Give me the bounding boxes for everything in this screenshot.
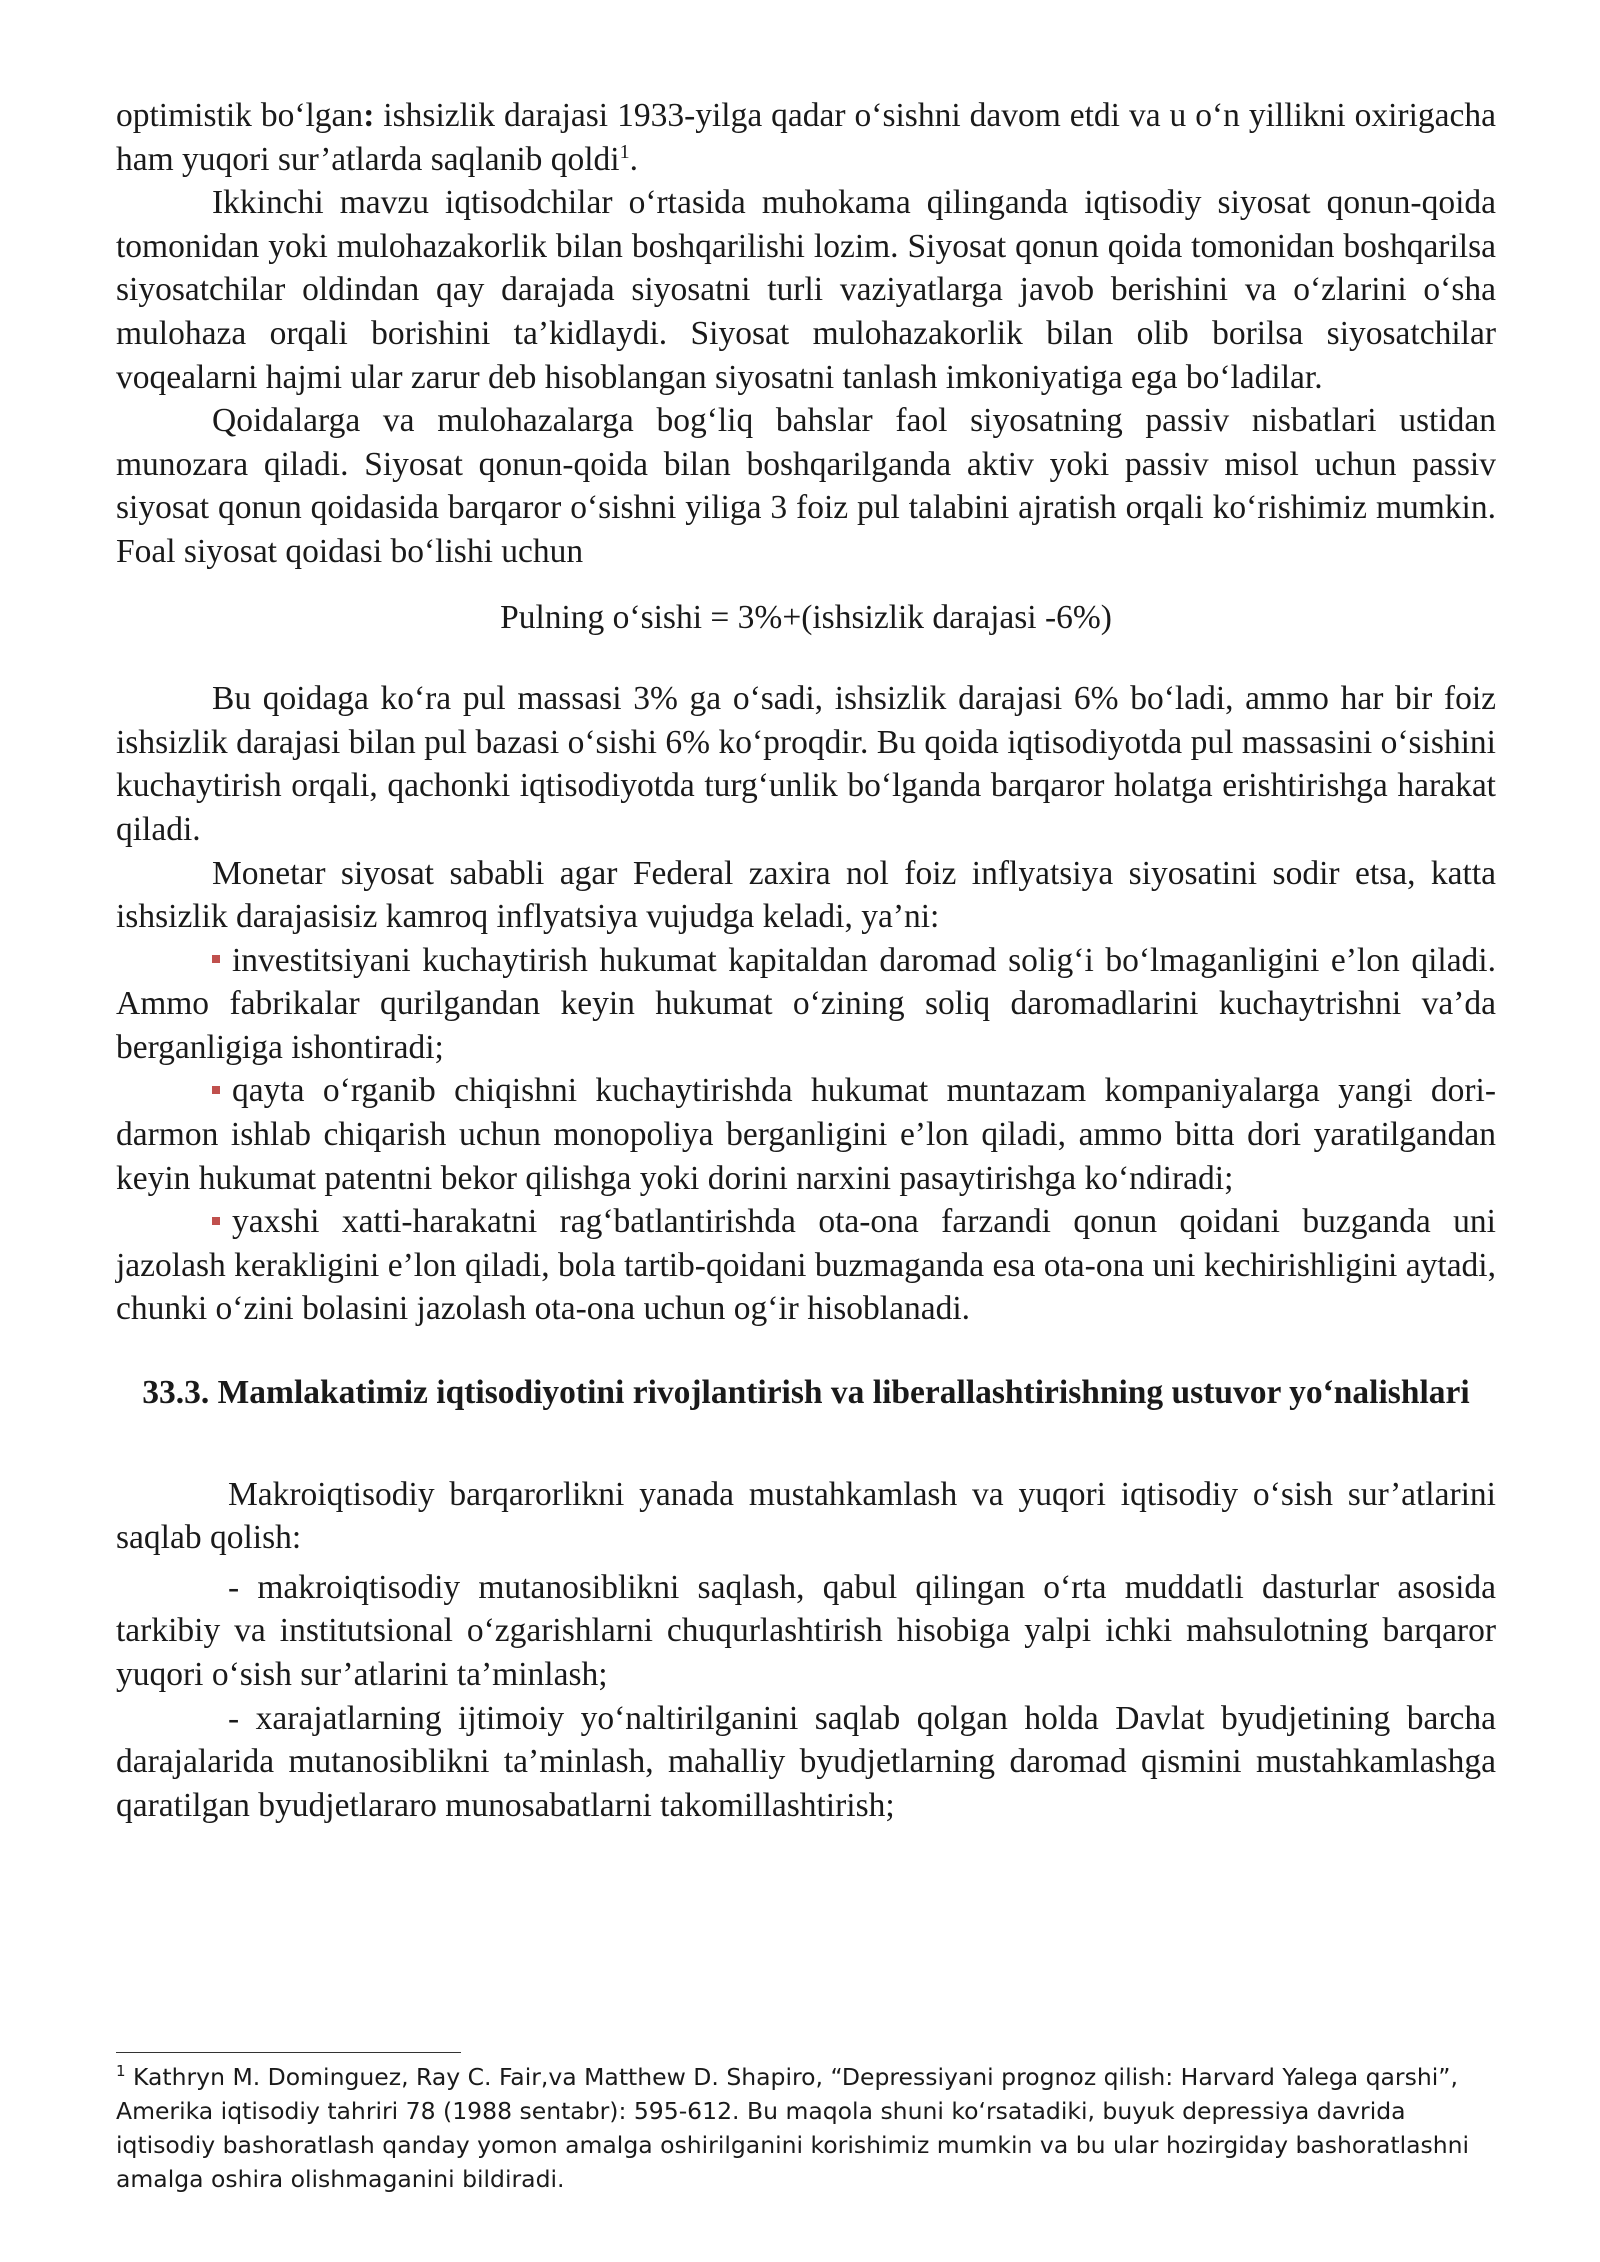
paragraph-1-part1: optimistik bo‘lgan bbox=[116, 97, 364, 134]
paragraph-1-end: . bbox=[629, 140, 638, 178]
dash-item: - xarajatlarning ijtimoiy yo‘naltirilganini saqlab qolgan holda Davlat byudjetining barcha darajalarida mutanosiblikni ta’minlash, mahalliy byudjetlarning daromad qismini mustahkamlashga qaratilgan byudjetlararo munosabatlarni takomillashtirish; bbox=[116, 1699, 1496, 1824]
paragraph-1 bbox=[116, 94, 1496, 181]
bullet-text: yaxshi xatti-harakatni rag‘batlantirishda ota-ona farzandi qonun qoidani buzganda uni jazolash kerakligini e’lon qiladi, bola tartib-qoidani buzmaganda esa ota-ona uni kechirishligini aytadi, chunki o‘zini bolasini jazolash ota-ona uchun og‘ir hisoblanadi. bbox=[116, 1203, 1496, 1328]
paragraph-1-colon: : bbox=[363, 97, 375, 134]
footnote-divider bbox=[116, 2052, 461, 2053]
bullet-text: qayta o‘rganib chiqishni kuchaytirishda hukumat muntazam kompaniyalarga yangi dori-darmon ishlab chiqarish uchun monopoliya berganligini e’lon qiladi, ammo bitta dori yaratilgandan keyin hukumat patentni bekor qilishga yoki dorini narxini pasaytirishga ko‘ndiradi; bbox=[116, 1072, 1496, 1197]
paragraph-4: Bu qoidaga ko‘ra pul massasi 3% ga o‘sadi, ishsizlik darajasi 6% bo‘ladi, ammo har bir foiz ishsizlik darajasi bilan pul bazasi o‘sishi 6% ko‘proqdir. Bu qoida iqtisodiyotda pul massasini o‘sishini kuchaytirish orqali, qachonki iqtisodiyotda turg‘unlik bo‘lganda barqaror holatga erishtirishga harakat qiladi. bbox=[116, 680, 1496, 848]
section-intro: Makroiqtisodiy barqarorlikni yanada mustahkamlash va yuqori iqtisodiy o‘sish sur’atlarini saqlab qolish: bbox=[116, 1475, 1496, 1557]
paragraph-1-part2: ishsizlik darajasi 1933-yilga qadar o‘sishni davom etdi va u o‘n yillikni oxirigacha ham yuqori sur’atlarda saqlanib qoldi bbox=[116, 97, 1497, 178]
formula: Pulning o‘sishi = 3%+(ishsizlik darajasi -6%) bbox=[500, 598, 1112, 636]
bullet-item bbox=[116, 1069, 1496, 1200]
square-bullet-icon bbox=[212, 1086, 220, 1094]
square-bullet-icon bbox=[212, 955, 220, 963]
paragraph-5: Monetar siyosat sababli agar Federal zaxira nol foiz inflyatsiya siyosatini sodir etsa, katta ishsizlik darajasisiz kamroq inflyatsiya vujudga keladi, ya’ni: bbox=[116, 854, 1496, 936]
footnote-number: 1 bbox=[116, 2062, 126, 2081]
bullet-item bbox=[116, 1200, 1496, 1331]
paragraph-2: Ikkinchi mavzu iqtisodchilar o‘rtasida muhokama qilinganda iqtisodiy siyosat qonun-qoida tomonidan yoki mulohazakorlik bilan boshqarilishi lozim. Siyosat qonun qoida tomonidan boshqarilsa siyosatchilar oldindan qay darajada siyosatni turli vaziyatlarga javob berishini va o‘zlarini o‘sha mulohaza orqali borishini ta’kidlaydi. Siyosat mulohazakorlik bilan olib borilsa siyosatchilar voqealarni hajmi ular zarur deb hisoblangan siyosatni tanlash imkoniyatiga ega bo‘ladilar. bbox=[116, 184, 1496, 396]
dash-item: - makroiqtisodiy mutanosiblikni saqlash, qabul qilingan o‘rta muddatli dasturlar asosida tarkibiy va institutsional o‘zgarishlarni chuqurlashtirish hisobiga yalpi ichki mahsulotning barqaror yuqori o‘sish sur’atlarini ta’minlash; bbox=[116, 1568, 1496, 1693]
paragraph-3: Qoidalarga va mulohazalarga bog‘liq bahslar faol siyosatning passiv nisbatlari ustidan munozara qiladi. Siyosat qonun-qoida bilan boshqarilganda aktiv yoki passiv misol uchun passiv siyosat qonun qoidasida barqaror o‘sishni yiliga 3 foiz pul talabini ajratish orqali ko‘rishimiz mumkin. Foal siyosat qoidasi bo‘lishi uchun bbox=[116, 402, 1496, 570]
document-page bbox=[116, 94, 1496, 1827]
bullet-text: investitsiyani kuchaytirish hukumat kapitaldan daromad solig‘i bo‘lmaganligini e’lon qiladi. Ammo fabrikalar qurilgandan keyin hukumat o‘zining soliq daromadlarini kuchaytrishni va’da berganligiga ishontiradi; bbox=[116, 941, 1496, 1066]
square-bullet-icon bbox=[212, 1217, 220, 1225]
section-heading: 33.3. Mamlakatimiz iqtisodiyotini rivojlantirish va liberallashtirishning ustuvor yo‘nalishlari bbox=[142, 1374, 1470, 1412]
footnote-text: Kathryn M. Dominguez, Ray C. Fair,va Matthew D. Shapiro, “Depressiyani prognoz qilish: Harvard Yalega qarshi”, Amerika iqtisodiy tahriri 78 (1988 sentabr): 595-612. Bu maqola shuni ko‘rsatadiki, buyuk depressiya davrida iqtisodiy bashoratlash qanday yomon amalga oshirilganini korishimiz mumkin va bu ular hozirgiday bashoratlashni amalga oshira olishmaganini bildiradi. bbox=[116, 2063, 1470, 2193]
footnote bbox=[116, 2060, 1496, 2196]
bullet-item bbox=[116, 939, 1496, 1070]
footnote-reference[interactable]: 1 bbox=[619, 140, 630, 163]
